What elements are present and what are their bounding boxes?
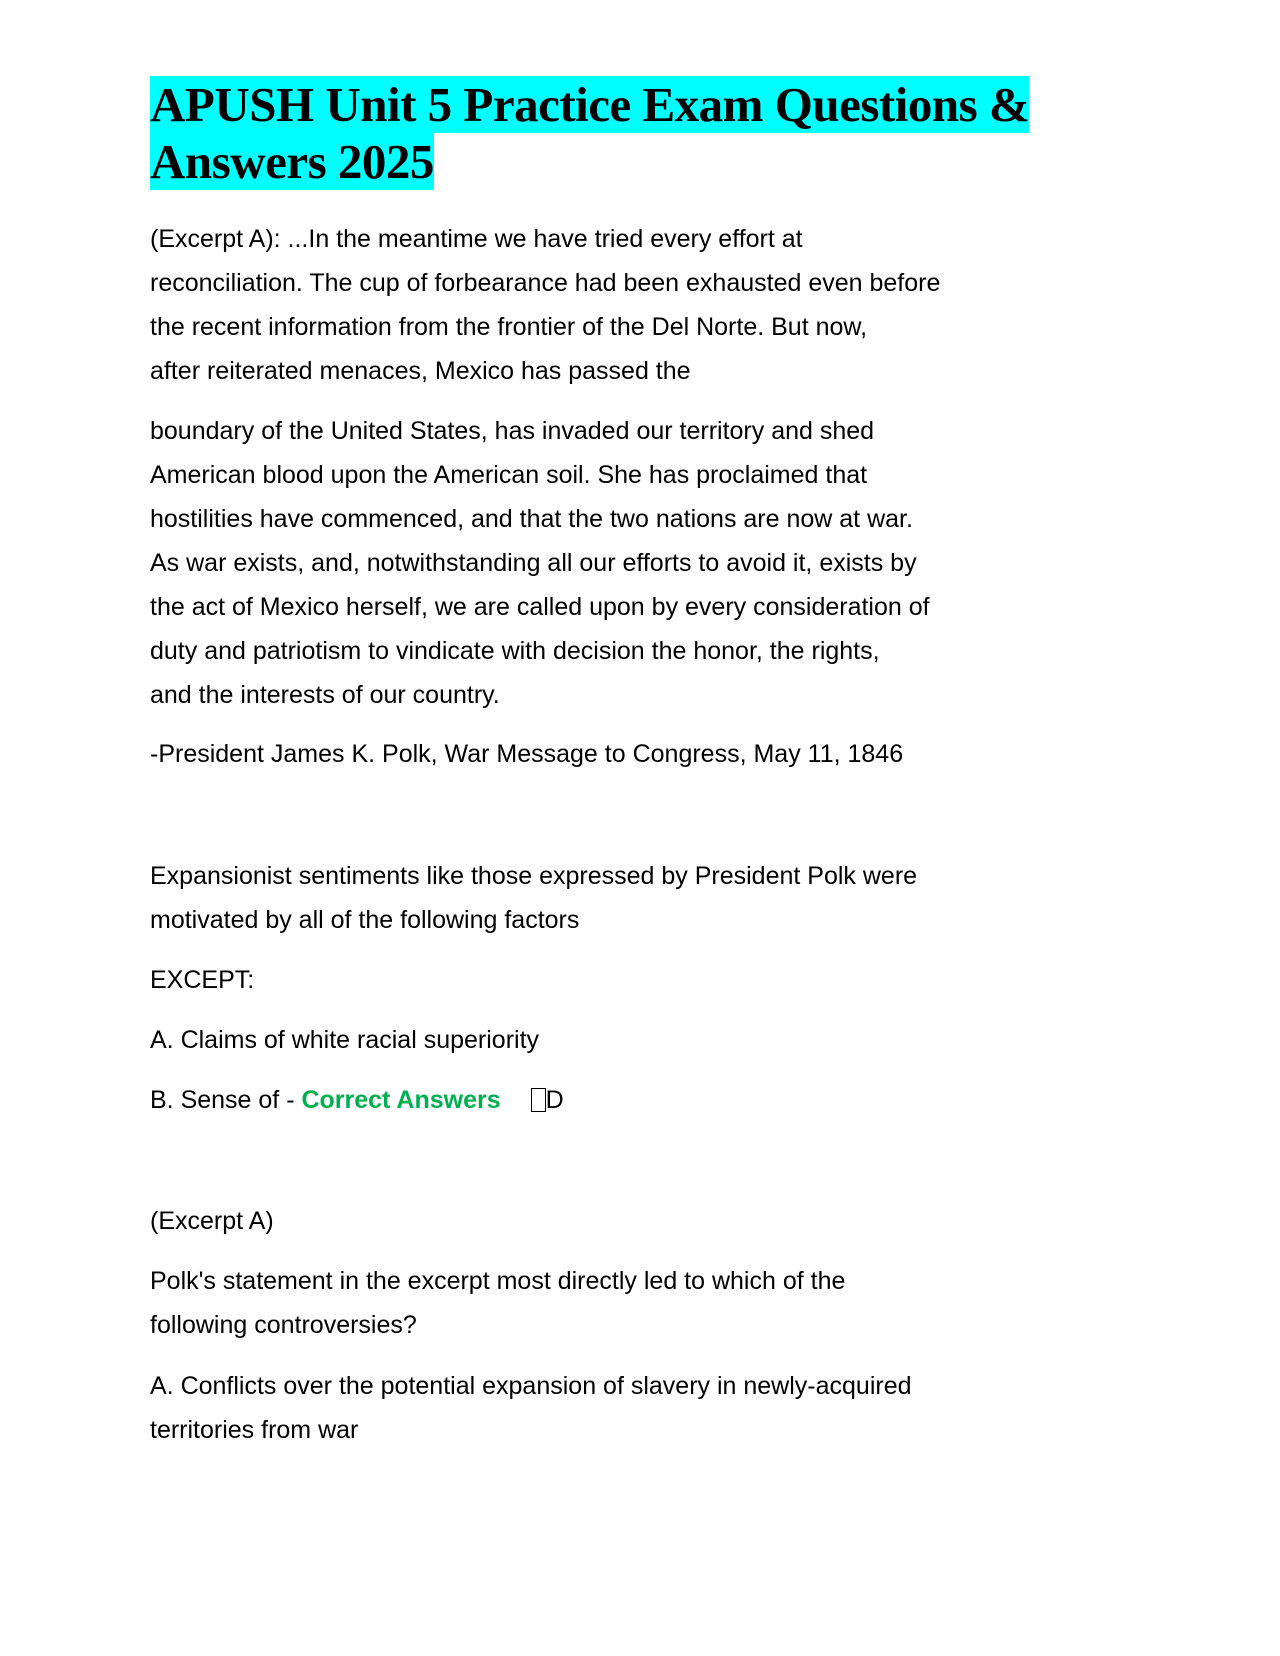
text-line: (Excerpt A): ...In the meantime we have tried every effort at xyxy=(150,225,803,253)
text-line: boundary of the United States, has invaded our territory and shed xyxy=(150,417,875,445)
text-line: following controversies? xyxy=(150,1311,417,1339)
question-1-stem xyxy=(150,854,917,942)
text-line: reconciliation. The cup of forbearance had been exhausted even before xyxy=(150,269,941,297)
answer-letter: D xyxy=(545,1086,564,1114)
text-line: the act of Mexico herself, we are called upon by every consideration of xyxy=(150,593,930,621)
text-line: after reiterated menaces, Mexico has passed the xyxy=(150,357,691,385)
text-line: Expansionist sentiments like those expressed by President Polk were xyxy=(150,862,918,890)
text-line: As war exists, and, notwithstanding all our efforts to avoid it, exists by xyxy=(150,549,917,577)
attribution: -President James K. Polk, War Message to Congress, May 11, 1846 xyxy=(150,740,904,768)
question-2-option-a xyxy=(150,1364,912,1452)
text-line: motivated by all of the following factors xyxy=(150,906,580,934)
option-b-text: B. Sense of - xyxy=(150,1086,302,1114)
question-2-reference: (Excerpt A) xyxy=(150,1207,274,1235)
text-line: hostilities have commenced, and that the two nations are now at war. xyxy=(150,505,913,533)
question-1-option-a: A. Claims of white racial superiority xyxy=(150,1026,540,1054)
text-line: Polk's statement in the excerpt most directly led to which of the xyxy=(150,1267,846,1295)
text-line: territories from war xyxy=(150,1416,359,1444)
correct-answers-label: Correct Answers xyxy=(301,1086,501,1114)
question-2-stem xyxy=(150,1259,845,1347)
text-line: A. Conflicts over the potential expansion of slavery in newly-acquired xyxy=(150,1372,912,1400)
excerpt-paragraph-1 xyxy=(150,217,940,393)
missing-glyph-icon xyxy=(531,1088,546,1112)
text-line: and the interests of our country. xyxy=(150,681,500,709)
text-line: American blood upon the American soil. She has proclaimed that xyxy=(150,461,868,489)
question-1-except: EXCEPT: xyxy=(150,966,255,994)
text-line: the recent information from the frontier of the Del Norte. But now, xyxy=(150,313,868,341)
title-line-1: APUSH Unit 5 Practice Exam Questions & xyxy=(150,77,1030,132)
document-title xyxy=(150,76,1029,190)
question-1-option-b xyxy=(150,1078,564,1122)
title-line-2: Answers 2025 xyxy=(150,134,434,189)
excerpt-paragraph-2 xyxy=(150,409,930,717)
text-line: duty and patriotism to vindicate with decision the honor, the rights, xyxy=(150,637,880,665)
